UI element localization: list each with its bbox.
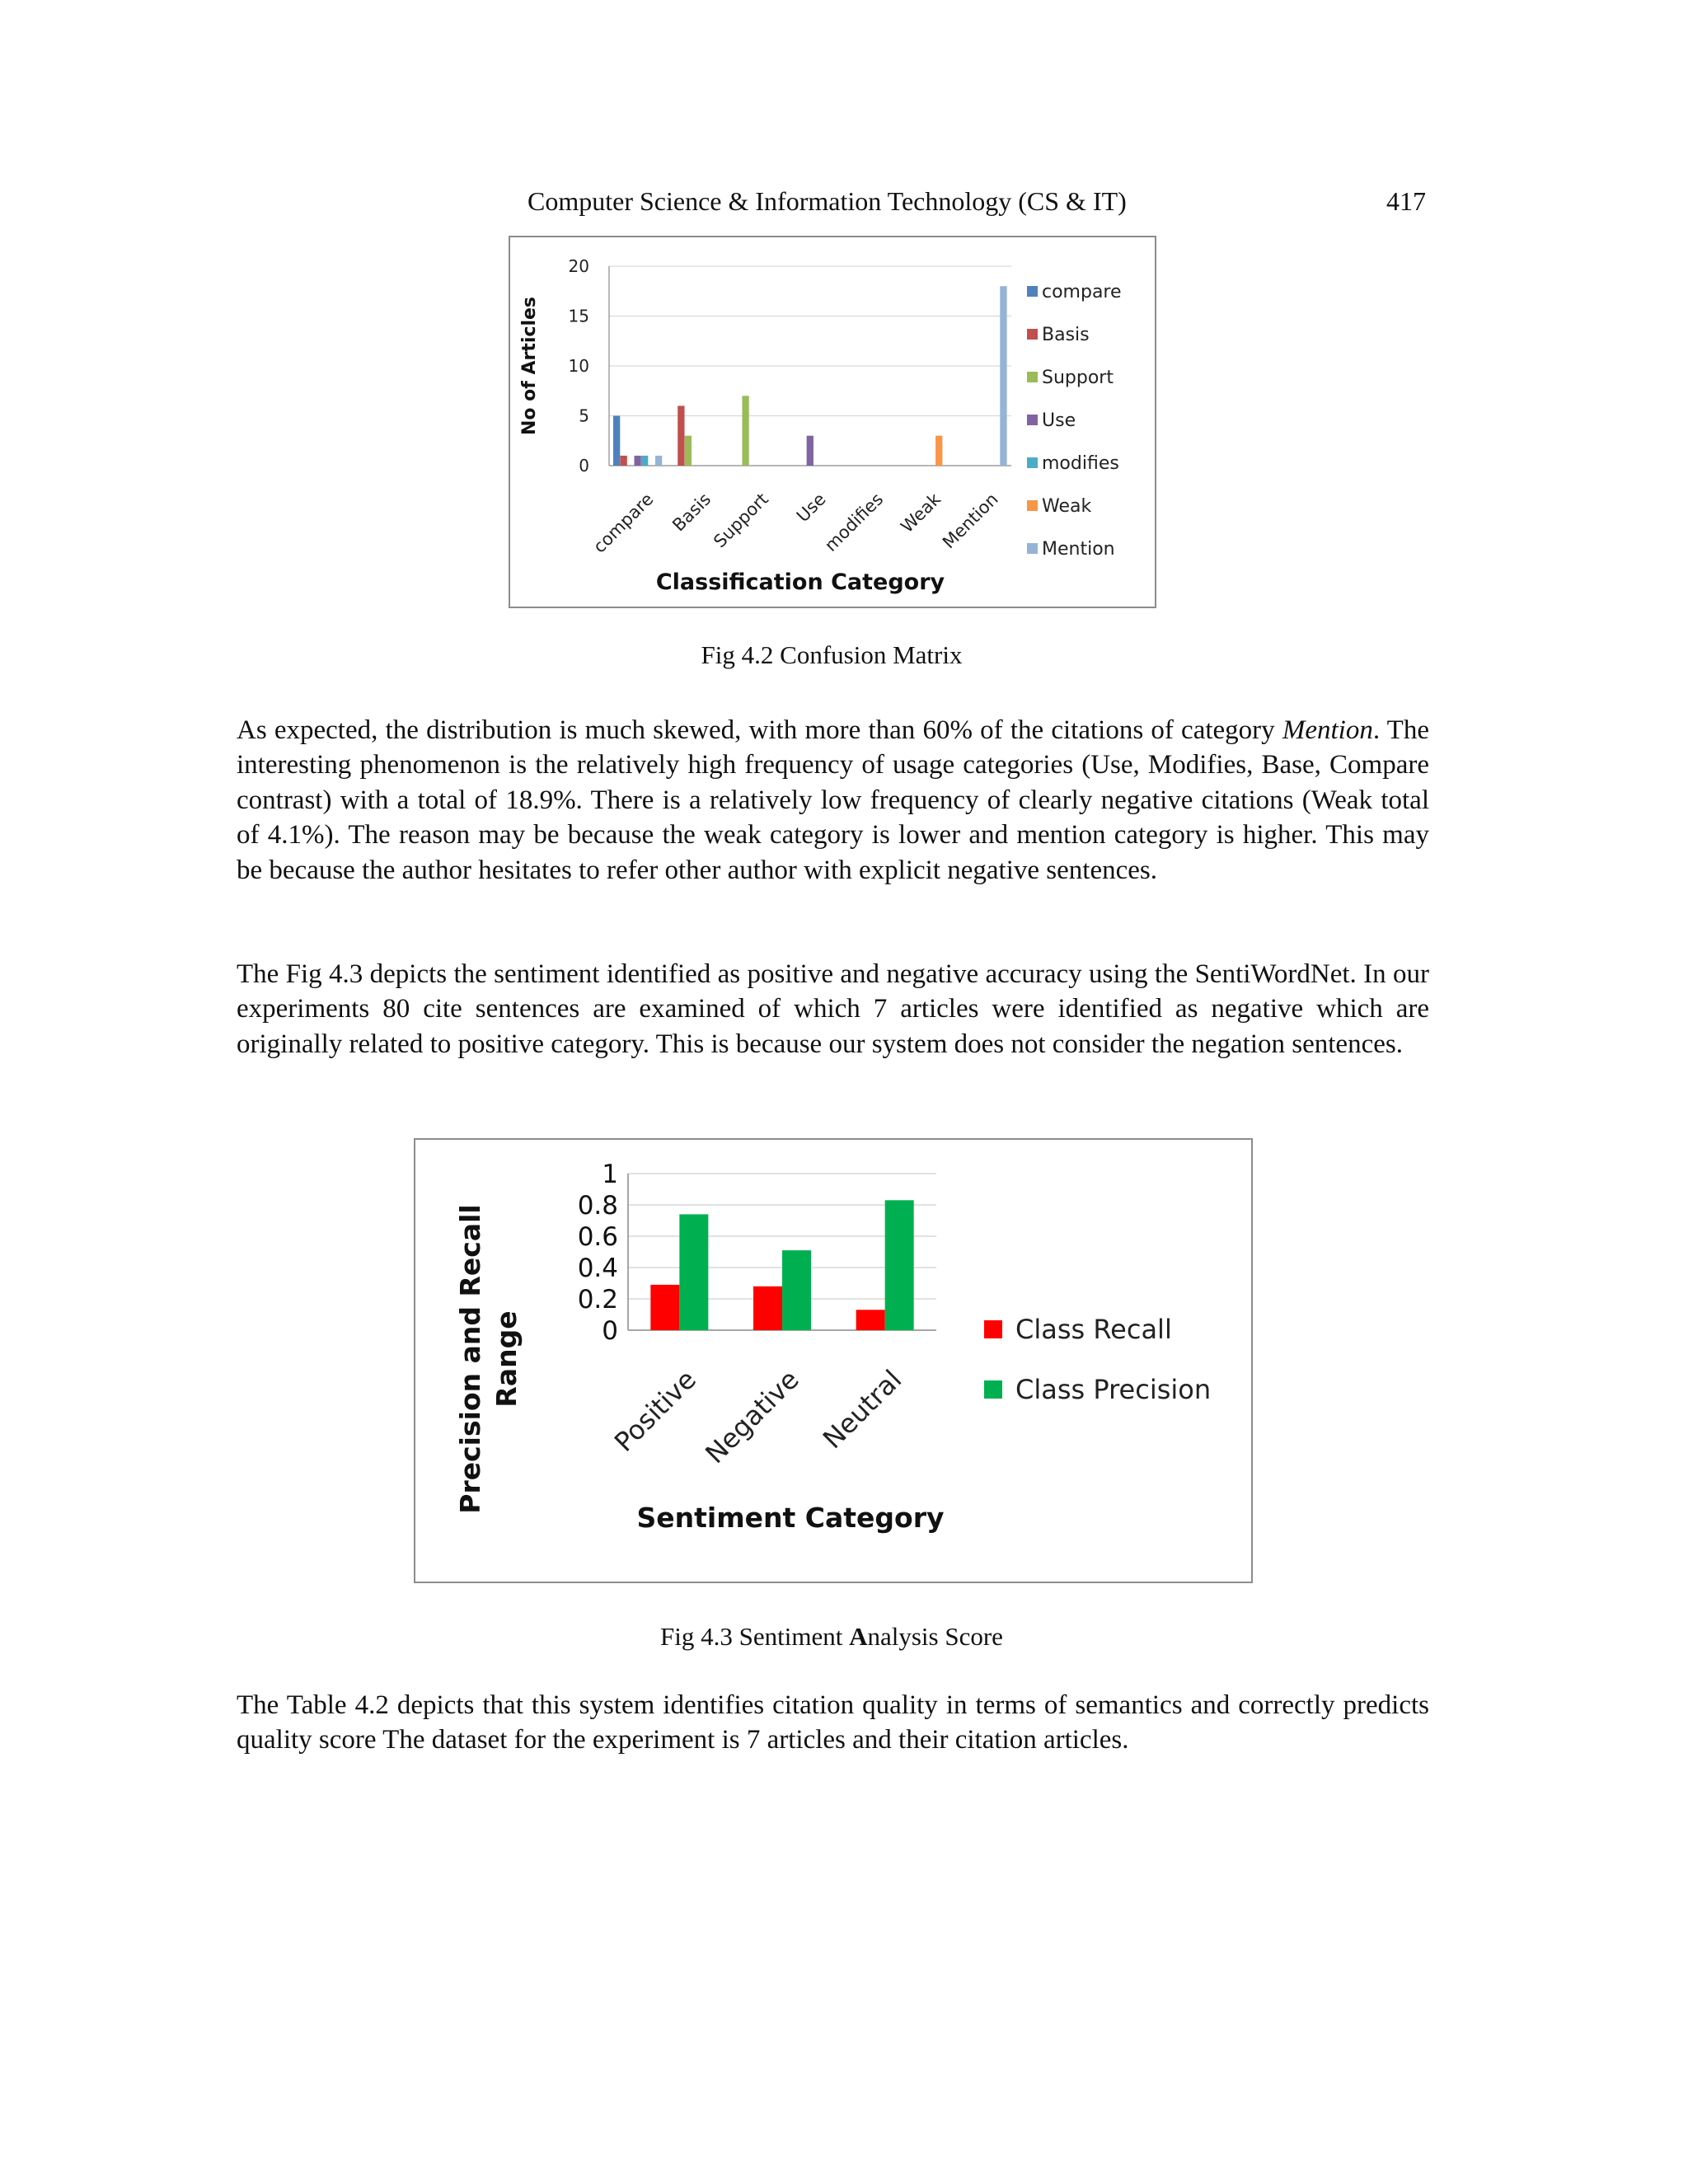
legend-swatch-class-precision xyxy=(984,1380,1002,1399)
page-number: 417 xyxy=(1386,186,1426,216)
legend-swatch-basis xyxy=(1027,329,1038,340)
x-axis-label: Sentiment Category xyxy=(636,1502,945,1534)
paragraph-text: As expected, the distribution is much skewed, with more than 60% of the citations of category xyxy=(237,715,1282,745)
confusion-matrix-figure xyxy=(509,236,1156,608)
x-tick-label: modifies xyxy=(820,489,888,555)
x-tick-label: Weak xyxy=(897,489,945,537)
y-tick-label: 0 xyxy=(602,1316,618,1346)
bar-use-use xyxy=(807,436,814,466)
x-tick-label: Use xyxy=(792,489,830,527)
y-axis-label-line: Precision and Recall xyxy=(454,1204,486,1514)
bar-weak-weak xyxy=(935,436,942,466)
running-head: Computer Science & Information Technology (CS & IT) xyxy=(528,186,1127,216)
bar-basis-compare xyxy=(621,456,627,466)
y-tick-label: 0.4 xyxy=(577,1254,618,1283)
bar-support-support xyxy=(742,396,748,466)
legend-swatch-support xyxy=(1027,372,1038,382)
figure-caption-4-3 xyxy=(0,1622,1663,1652)
x-tick-label: compare xyxy=(589,489,658,557)
legend-swatch-compare xyxy=(1027,286,1038,297)
confusion-matrix-chart xyxy=(510,237,1158,610)
bar-class-recall-neutral xyxy=(856,1310,885,1330)
y-axis-label: No of Articles xyxy=(519,296,540,436)
y-tick-label: 1 xyxy=(602,1160,618,1189)
x-tick-label: Mention xyxy=(938,489,1002,553)
legend-label: Mention xyxy=(1042,539,1115,560)
y-tick-label: 0 xyxy=(579,456,589,476)
y-tick-label: 10 xyxy=(568,356,589,376)
paragraph-sentiment: The Fig 4.3 depicts the sentiment identified as positive and negative accuracy using the SentiWordNet. In our experiments 80 cite sentences are examined of which 7 articles were identified as negative which are originally related to positive category. This is because our system does not consider the negation sentences. xyxy=(237,959,1429,1059)
bar-class-recall-negative xyxy=(753,1286,782,1330)
bar-use-compare xyxy=(635,456,641,466)
bar-class-precision-negative xyxy=(782,1250,811,1330)
y-tick-label: 15 xyxy=(568,306,589,326)
y-tick-label: 0.2 xyxy=(577,1285,618,1315)
y-tick-label: 20 xyxy=(568,256,589,276)
x-tick-label: Support xyxy=(710,489,772,552)
bar-modifies-compare xyxy=(641,456,648,466)
bar-support-basis xyxy=(685,436,692,466)
bar-class-precision-positive xyxy=(679,1214,708,1330)
legend-label: modifies xyxy=(1042,453,1119,474)
legend-label: Class Recall xyxy=(1015,1314,1172,1345)
paragraph-distribution xyxy=(237,713,1429,888)
legend-label: Class Precision xyxy=(1015,1374,1212,1405)
legend-label: Basis xyxy=(1042,325,1090,345)
x-tick-label: Positive xyxy=(607,1363,702,1458)
sentiment-analysis-figure xyxy=(414,1138,1253,1583)
x-tick-label: Neutral xyxy=(816,1363,908,1455)
legend-label: Use xyxy=(1042,410,1076,431)
paragraph-text: . The interesting phenomenon is the relatively high frequency of usage categories (Use, Modifies, Base, Compare contrast) with a total of 18.9%. There is a relatively low frequency of clearly negative citations (Weak total of 4.1%). The reason may be because the weak category is lower and mention category is higher. This may be because the author hesitates to refer other author with explicit negative sentences. xyxy=(237,715,1429,885)
legend-label: compare xyxy=(1042,282,1122,302)
paragraph-table-intro: The Table 4.2 depicts that this system identifies citation quality in terms of semantics and correctly predicts quality score The dataset for the experiment is 7 articles and their citation articles. xyxy=(237,1690,1429,1755)
legend-swatch-weak xyxy=(1027,500,1038,511)
legend-swatch-use xyxy=(1027,415,1038,425)
legend-label: Support xyxy=(1042,368,1114,388)
bar-compare-compare xyxy=(613,416,620,466)
y-tick-label: 5 xyxy=(579,405,589,426)
caption-bold: A xyxy=(849,1622,868,1651)
bar-class-recall-positive xyxy=(650,1285,679,1330)
y-axis-label-line: Range xyxy=(490,1310,523,1408)
y-tick-label: 0.8 xyxy=(577,1191,618,1221)
legend-swatch-modifies xyxy=(1027,457,1038,468)
x-tick-label: Basis xyxy=(668,489,715,536)
x-tick-label: Negative xyxy=(699,1363,805,1470)
bar-mention-compare xyxy=(655,456,662,466)
figure-caption-4-2: Fig 4.2 Confusion Matrix xyxy=(701,640,963,669)
bar-mention-mention xyxy=(1000,286,1006,466)
y-axis-label xyxy=(454,1204,523,1513)
legend-swatch-class-recall xyxy=(984,1320,1002,1338)
x-axis-label: Classification Category xyxy=(655,569,945,595)
legend-swatch-mention xyxy=(1027,543,1038,554)
caption-text: Fig 4.3 Sentiment xyxy=(660,1622,850,1651)
caption-text: nalysis Score xyxy=(867,1622,1003,1651)
bar-basis-basis xyxy=(678,405,684,466)
legend-label: Weak xyxy=(1042,496,1092,517)
sentiment-analysis-chart xyxy=(415,1140,1254,1585)
paragraph-emphasis: Mention xyxy=(1282,715,1373,745)
y-tick-label: 0.6 xyxy=(577,1222,618,1252)
bar-class-precision-neutral xyxy=(885,1200,914,1330)
